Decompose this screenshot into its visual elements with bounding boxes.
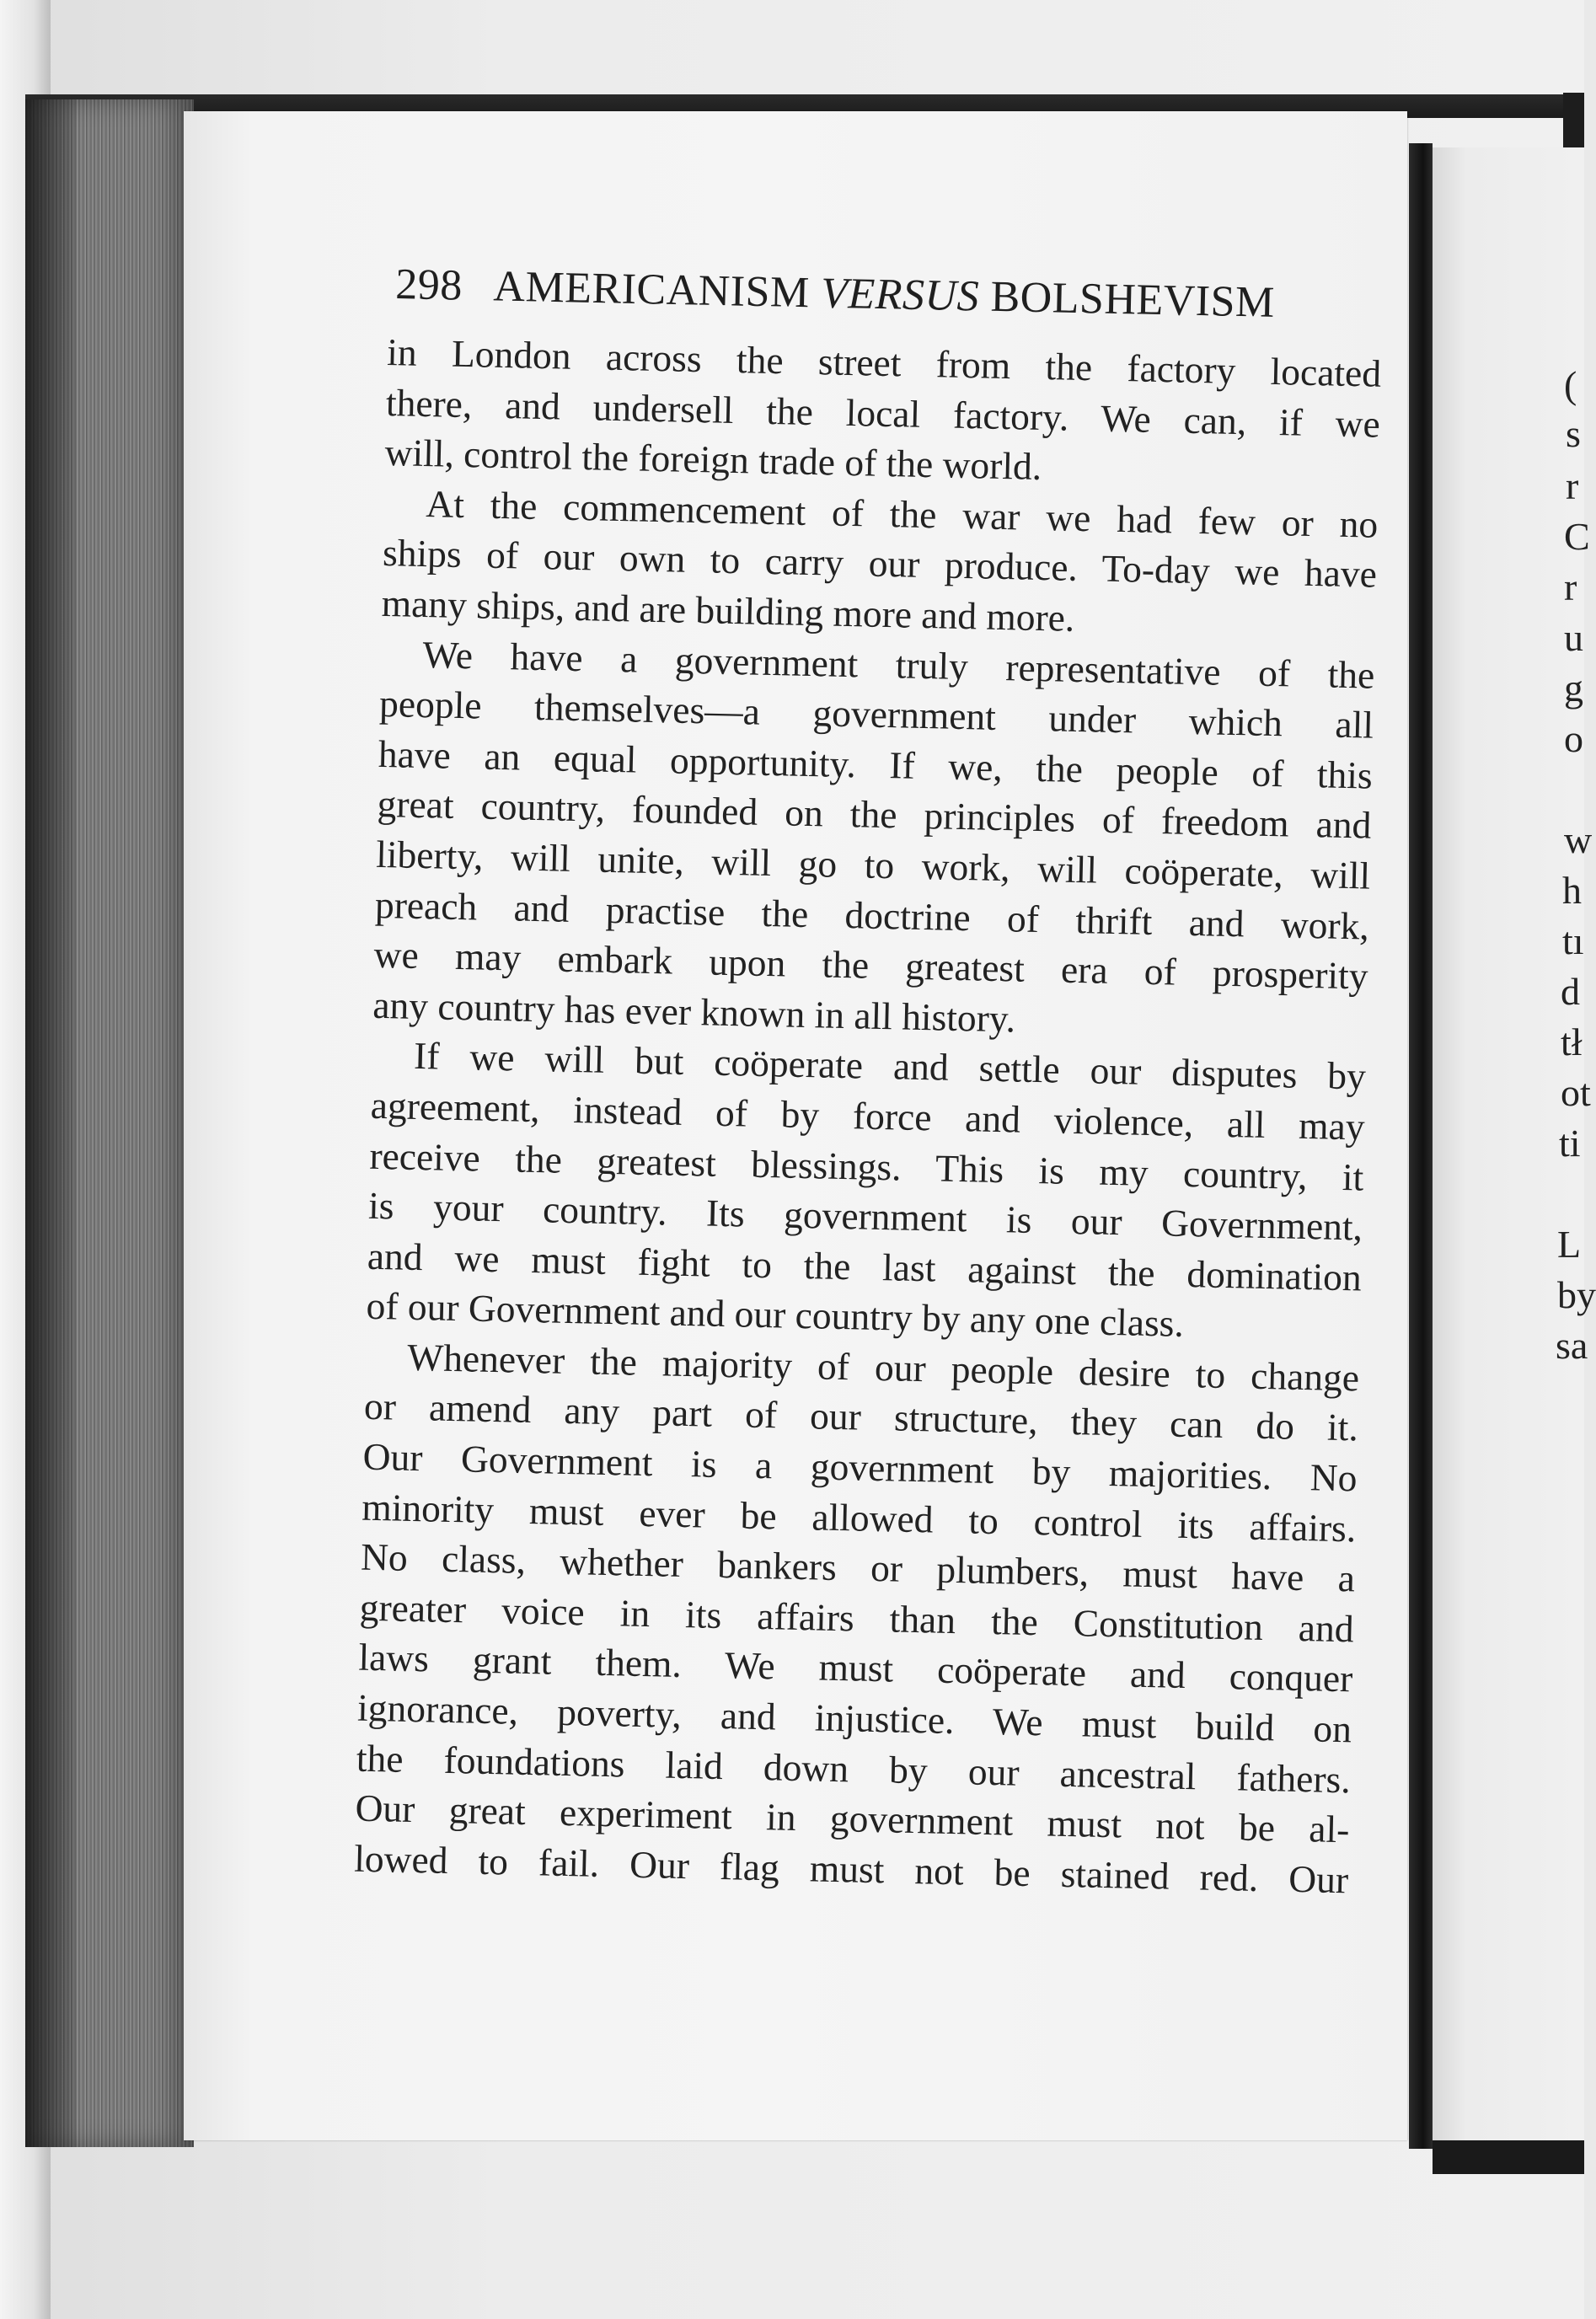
text-line: in London across the street from the factory located — [386, 329, 1382, 395]
text-line: Our Government is a government by majorities. No — [362, 1434, 1358, 1500]
text-line: Our great experiment in government must not be al- — [355, 1786, 1350, 1851]
facing-fragment: tł — [1561, 1020, 1583, 1063]
header-title-italic: VERSUS — [820, 269, 980, 321]
text-line: will, control the foreign trade of the world. — [384, 431, 1042, 489]
facing-fragment: L — [1557, 1223, 1582, 1266]
text-line: receive the greatest blessings. This is my country, it — [368, 1133, 1364, 1199]
facing-fragment: C — [1564, 515, 1590, 558]
text-line: any country has ever known in all history. — [372, 983, 1016, 1041]
header-title-part2: BOLSHEVISM — [989, 272, 1276, 327]
text-line: agreement, instead of by force and violence, all may — [370, 1083, 1366, 1149]
text-line: of our Government and our country by any one class. — [366, 1284, 1185, 1346]
text-line: Whenever the majority of our people desire to change — [406, 1335, 1360, 1400]
text-line: greater voice in its affairs than the Constitution and — [359, 1585, 1355, 1651]
text-line: and we must fight to the last against the domination — [367, 1234, 1363, 1299]
facing-fragment: g — [1564, 667, 1583, 710]
text-line: ignorance, poverty, and injustice. We must build on — [356, 1685, 1352, 1751]
text-line: minority must ever be allowed to control its affairs. — [361, 1485, 1357, 1550]
body-text — [354, 327, 1382, 1905]
facing-fragment: r — [1566, 464, 1579, 507]
facing-fragment: ot — [1561, 1071, 1591, 1114]
text-line: preach and practise the doctrine of thrift and work, — [374, 882, 1370, 948]
facing-fragment: ti — [1559, 1122, 1581, 1165]
facing-fragment: u — [1564, 616, 1583, 659]
text-line: We have a government truly representative of the — [421, 632, 1375, 697]
text-line: many ships, and are building more and more. — [381, 581, 1075, 640]
facing-fragment: d — [1561, 970, 1580, 1013]
facing-fragment: h — [1562, 869, 1582, 912]
book-gutter — [1409, 143, 1433, 2149]
text-line: liberty, will unite, will go to work, will coöperate, will — [375, 832, 1371, 897]
text-line: great country, founded on the principles of freedom and — [377, 782, 1372, 847]
page-number: 298 — [394, 260, 463, 310]
text-line: laws grant them. We must coöperate and conquer — [357, 1636, 1353, 1700]
text-line: is your country. Its government is our Government, — [367, 1183, 1363, 1249]
text-line: At the commencement of the war we had few or no — [425, 481, 1379, 546]
text-line: or amend any part of our structure, they can do it. — [363, 1384, 1359, 1449]
facing-fragment: by — [1557, 1273, 1596, 1316]
text-line: No class, whether bankers or plumbers, must have a — [360, 1534, 1356, 1600]
text-line: there, and undersell the local factory. We can, if we — [385, 380, 1381, 446]
text-line: the foundations laid down by our ancestral fathers. — [356, 1736, 1352, 1801]
book-bottom-edge — [1433, 2140, 1584, 2174]
header-title-part1: AMERICANISM — [492, 262, 811, 318]
text-line: lowed to fail. Our flag must not be stained red. Our — [353, 1836, 1349, 1902]
facing-fragment: tı — [1562, 919, 1584, 962]
text-line: If we will but coöperate and settle our disputes by — [413, 1034, 1367, 1098]
text-line: have an equal opportunity. If we, the people of this — [378, 731, 1374, 797]
facing-fragment: s — [1566, 412, 1581, 455]
facing-fragment: o — [1564, 717, 1583, 760]
text-line: ships of our own to carry our produce. To-day we have — [382, 531, 1378, 597]
facing-fragment: sa — [1556, 1324, 1588, 1367]
facing-fragment: ( — [1564, 363, 1577, 406]
page-edges-shadow — [25, 99, 76, 2147]
facing-fragment: r — [1564, 565, 1577, 608]
text-line: people themselves—a government under which all — [378, 682, 1374, 747]
text-line: we may embark upon the greatest era of prosperity — [373, 932, 1369, 998]
facing-fragment: w — [1564, 818, 1593, 861]
